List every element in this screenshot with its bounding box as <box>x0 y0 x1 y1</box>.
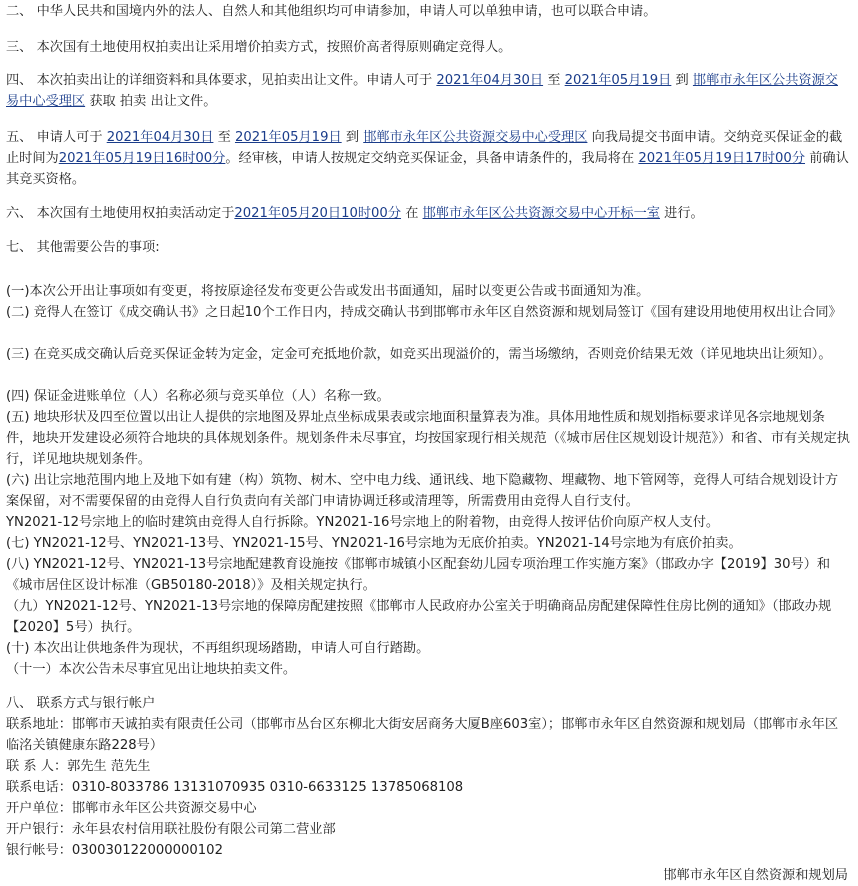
section-6: 六、 本次国有土地使用权拍卖活动定于2021年05月20日10时00分 在 邯郸市永年区公共资源交易中心开标一室 进行。 <box>6 206 704 221</box>
place-link[interactable]: 邯郸市永年区公共资源交易中心受理区 <box>6 73 838 109</box>
date-link[interactable]: 2021年05月19日 <box>234 130 342 145</box>
list-item: (八) YN2021-12号、YN2021-13号宗地配建教育设施按《邯郸市城镇小区配套幼儿园专项治理工作实施方案》（邯政办字【2019】30号）和《城市居住区设计标准（GB50180-2018）》及相关规定执行。 <box>6 557 831 593</box>
section-5: 五、 申请人可于 2021年04月30日 至 2021年05月19日 到 邯郸市永年区公共资源交易中心受理区 向我局提交书面申请。交纳竞买保证金的截止时间为2021年05月19日16时00分。经审核，申请人按规定交纳竞买保证金，具备申请条件的，我局将在 2021年05月19日17时00分 前确认其竞买资格。 <box>6 130 849 187</box>
list-item: (三) 在竞买成交确认后竞买保证金转为定金，定金可充抵地价款，如竞买出现溢价的，需当场缴纳，否则竞价结果无效（详见地块出让须知）。 <box>6 347 832 362</box>
issuer-signature: 邯郸市永年区自然资源和规划局 <box>663 868 848 883</box>
date-link[interactable]: 2021年05月19日16时00分 <box>58 151 226 166</box>
list-item: (十) 本次出让供地条件为现状，不再组织现场踏勘，申请人可自行踏勘。 <box>6 641 430 656</box>
date-link[interactable]: 2021年05月19日 <box>564 73 672 88</box>
list-item: (七) YN2021-12号、YN2021-13号、YN2021-15号、YN2021-16号宗地为无底价拍卖。YN2021-14号宗地为有底价拍卖。 <box>6 536 742 551</box>
list-item: （十一）本次公告未尽事宜见出让地块拍卖文件。 <box>6 662 297 677</box>
list-item: (五) 地块形状及四至位置以出让人提供的宗地图及界址点坐标成果表或宗地面积量算表为准。具体用地性质和规划指标要求详见各宗地规划条件，地块开发建设必须符合地块的具体规划条件。规划条件未尽事宜，均按国家现行相关规范（《城市居住区规划设计规范》）和省、市有关规定执行，详见地块规划条件。 <box>6 410 850 467</box>
section-8-title: 八、 联系方式与银行帐户 <box>6 696 156 711</box>
list-item: (四) 保证金进账单位（人）名称必须与竞买单位（人）名称一致。 <box>6 389 390 404</box>
list-item: (六) 出让宗地范围内地上及地下如有建（构）筑物、树木、空中电力线、通讯线、地下隐藏物、埋藏物、地下管网等，竞得人可结合规划设计方案保留，对不需要保留的由竞得人自行负责向有关部门申请协调迁移或清理等，所需费用由竞得人自行支付。 <box>6 473 839 509</box>
date-link[interactable]: 2021年05月19日17时00分 <box>638 151 806 166</box>
section-2: 二、 中华人民共和国境内外的法人、自然人和其他组织均可申请参加，申请人可以单独申请，也可以联合申请。 <box>6 4 657 19</box>
list-item: YN2021-12号宗地上的临时建筑由竞得人自行拆除。YN2021-16号宗地上的附着物，由竞得人按评估价向原产权人支付。 <box>6 515 720 530</box>
place-link[interactable]: 邯郸市永年区公共资源交易中心受理区 <box>363 130 588 145</box>
contact-person: 联 系 人：郭先生 范先生 <box>6 759 151 774</box>
account-unit: 开户单位：邯郸市永年区公共资源交易中心 <box>6 801 257 816</box>
section-4: 四、 本次拍卖出让的详细资料和具体要求，见拍卖出让文件。申请人可于 2021年04月30日 至 2021年05月19日 到 邯郸市永年区公共资源交易中心受理区 获取 拍卖 出让文件。 <box>6 73 838 109</box>
place-link[interactable]: 邯郸市永年区公共资源交易中心开标一室 <box>422 206 660 221</box>
date-link[interactable]: 2021年04月30日 <box>436 73 544 88</box>
section-7-title: 七、 其他需要公告的事项: <box>6 240 160 255</box>
contact-address: 联系地址：邯郸市天诚拍卖有限责任公司（邯郸市丛台区东柳北大街安居商务大厦B座603室）；邯郸市永年区自然资源和规划局（邯郸市永年区临洺关镇健康东路228号） <box>6 717 839 753</box>
list-item: （九）YN2021-12号、YN2021-13号宗地的保障房配建按照《邯郸市人民政府办公室关于明确商品房配建保障性住房比例的通知》（邯政办规【2020】5号）执行。 <box>6 599 832 635</box>
date-link[interactable]: 2021年04月30日 <box>106 130 214 145</box>
list-item: (一)本次公开出让事项如有变更，将按原途径发布变更公告或发出书面通知，届时以变更公告或书面通知为准。 <box>6 284 650 299</box>
date-link[interactable]: 2021年05月20日10时00分 <box>234 206 402 221</box>
list-item: (二) 竞得人在签订《成交确认书》之日起10个工作日内，持成交确认书到邯郸市永年区自然资源和规划局签订《国有建设用地使用权出让合同》 <box>6 305 842 320</box>
account-bank: 开户银行：永年县农村信用联社股份有限公司第二营业部 <box>6 822 336 837</box>
contact-phone: 联系电话：0310-8033786 13131070935 0310-6633125 13785068108 <box>6 780 464 795</box>
account-number: 银行帐号：030030122000000102 <box>6 843 223 858</box>
section-3: 三、 本次国有土地使用权拍卖出让采用增价拍卖方式，按照价高者得原则确定竞得人。 <box>6 40 512 55</box>
